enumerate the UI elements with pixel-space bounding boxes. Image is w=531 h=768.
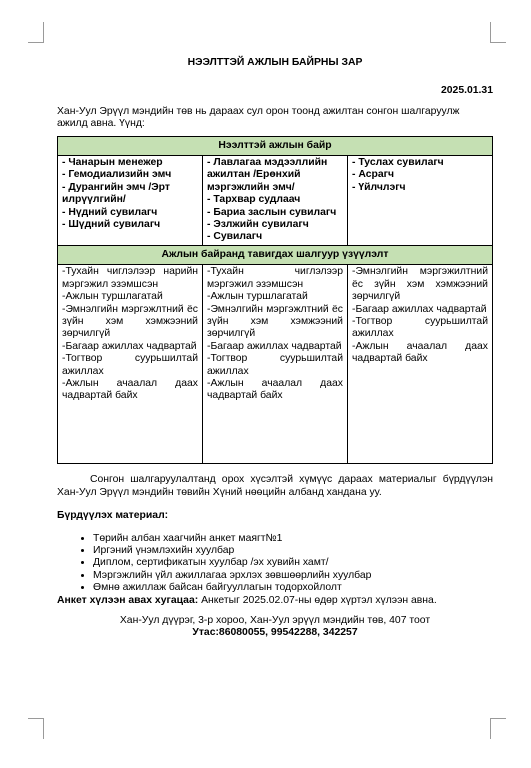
requirement-item: -Багаар ажиллах чадвартай <box>352 303 487 315</box>
document-page <box>57 52 493 640</box>
position-item: - Асрагч <box>352 169 394 181</box>
positions-cell-3 <box>348 156 493 246</box>
requirement-item: -Багаар ажиллах чадвартай <box>62 340 197 352</box>
vacancy-table <box>57 136 493 465</box>
position-item: - Нүдний сувилагч <box>62 206 158 218</box>
position-item: - Чанарын менежер <box>62 157 163 169</box>
requirement-item: -Багаар ажиллах чадвартай <box>207 340 342 352</box>
position-item: - Бариа заслын сувилагч <box>207 206 337 218</box>
requirement-item: -Тогтвор суурьшилтай ажиллах <box>207 353 343 377</box>
requirement-item: -Тогтвор суурьшилтай ажиллах <box>352 315 488 340</box>
deadline-label: Анкет хүлээн авах хугацаа: <box>57 594 199 606</box>
application-instructions: Сонгон шалгаруулалтанд орох хүсэлтэй хүмүүс дараах материалыг бүрдүүлэн Хан-Уул Эрүүл мэндийн төвийн Хүний нөөцийн албанд хандана уу. <box>57 474 493 498</box>
document-date: 2025.01.31 <box>440 85 493 97</box>
position-item: - Эзлжийн сувилагч <box>207 219 309 231</box>
materials-list-item: • Диплом, сертификатын хуулбар /эх хувийн хамт/ <box>93 557 493 569</box>
requirements-cell-2 <box>203 265 348 464</box>
position-item: - Шүдний сувилагч <box>62 219 161 231</box>
requirement-item: -Тухайн чиглэлээр мэргэжил эзэмшсэн <box>207 266 343 290</box>
position-item: - Лавлагаа мэдээллийн ажилтан /Ерөнхий мэргэжлийн эмч/ <box>207 157 328 193</box>
position-item: - Гемодиализийн эмч <box>62 169 172 181</box>
position-item: - Дурангийн эмч /Эрт илрүүлгийн/ <box>62 181 170 206</box>
requirements-cell-1 <box>58 265 203 464</box>
contact-phone: Утас:86080055, 99542288, 342257 <box>192 627 358 639</box>
requirements-cell-3 <box>348 265 493 464</box>
requirement-item: -Тогтвор суурьшилтай ажиллах <box>62 353 198 377</box>
deadline-text: Анкетыг 2025.02.07-ны өдөр хүртэл хүлээн авна. <box>198 594 437 606</box>
requirement-item: -Ажлын ачаалал даах чадвартай байх <box>352 340 488 365</box>
crop-mark-bottom-left <box>28 718 44 739</box>
position-item: - Тархвар судлаач <box>207 194 301 206</box>
requirements-header: Ажлын байранд тавигдах шалгуур үзүүлэлт <box>58 245 493 264</box>
position-item: - Үйлчлэгч <box>352 181 406 193</box>
requirement-item: -Ажлын туршлагатай <box>207 291 308 303</box>
positions-cell-1 <box>58 156 203 246</box>
crop-mark-top-right <box>490 22 506 43</box>
materials-list <box>57 533 493 595</box>
crop-mark-top-left <box>28 22 44 43</box>
materials-list-item: • Өмнө ажиллаж байсан байгууллагын тодорхойлолт <box>93 582 493 594</box>
requirement-item: -Ажлын ачаалал даах чадвартай байх <box>207 377 343 402</box>
requirement-item: -Эмнэлгийн мэргэжлтний ёс зүйн хэм хэмжээний зөрчилгүй <box>62 303 198 340</box>
document-title: НЭЭЛТТЭЙ АЖЛЫН БАЙРНЫ ЗАР <box>187 57 363 68</box>
intro-paragraph: Хан-Уул Эрүүл мэндийн төв нь дараах сул орон тоонд ажилтан сонгон шалгаруулж ажилд авна. Үүнд: <box>57 105 460 130</box>
requirement-item: -Эмнэлгийн мэргэжлтний ёс зүйн хэм хэмжээний зөрчилгүй <box>207 303 343 340</box>
requirement-item: -Ажлын ачаалал даах чадвартай байх <box>62 377 198 402</box>
positions-cell-2 <box>203 156 348 246</box>
position-item: - Сувилагч <box>207 231 263 243</box>
materials-heading: Бүрдүүлэх материал: <box>57 510 169 522</box>
contact-address: Хан-Уул дүүрэг, 3-р хороо, Хан-Уул эрүүл мэндийн төв, 407 тоот <box>119 614 431 626</box>
crop-mark-bottom-right <box>490 718 506 739</box>
requirement-item: -Эмнэлгийн мэргэжилтний ёс зүйн хэм хэмжээний зөрчилгүй <box>352 266 488 303</box>
positions-header: Нээлттэй ажлын байр <box>58 136 493 155</box>
materials-list-item: • Төрийн албан хаагчийн анкет маягт№1 <box>93 533 493 545</box>
requirement-item: -Тухайн чиглэлээр нарийн мэргэжил эзэмшсэн <box>62 266 198 290</box>
deadline-line <box>57 595 493 607</box>
materials-list-item: • Иргэний үнэмлэхийн хуулбар <box>93 545 493 557</box>
position-item: - Туслах сувилагч <box>352 157 444 169</box>
materials-list-item: • Мэргэжлийн үйл ажиллагаа эрхлэх зөвшөөрлийн хуулбар <box>93 570 493 582</box>
requirement-item: -Ажлын туршлагатай <box>62 291 163 303</box>
